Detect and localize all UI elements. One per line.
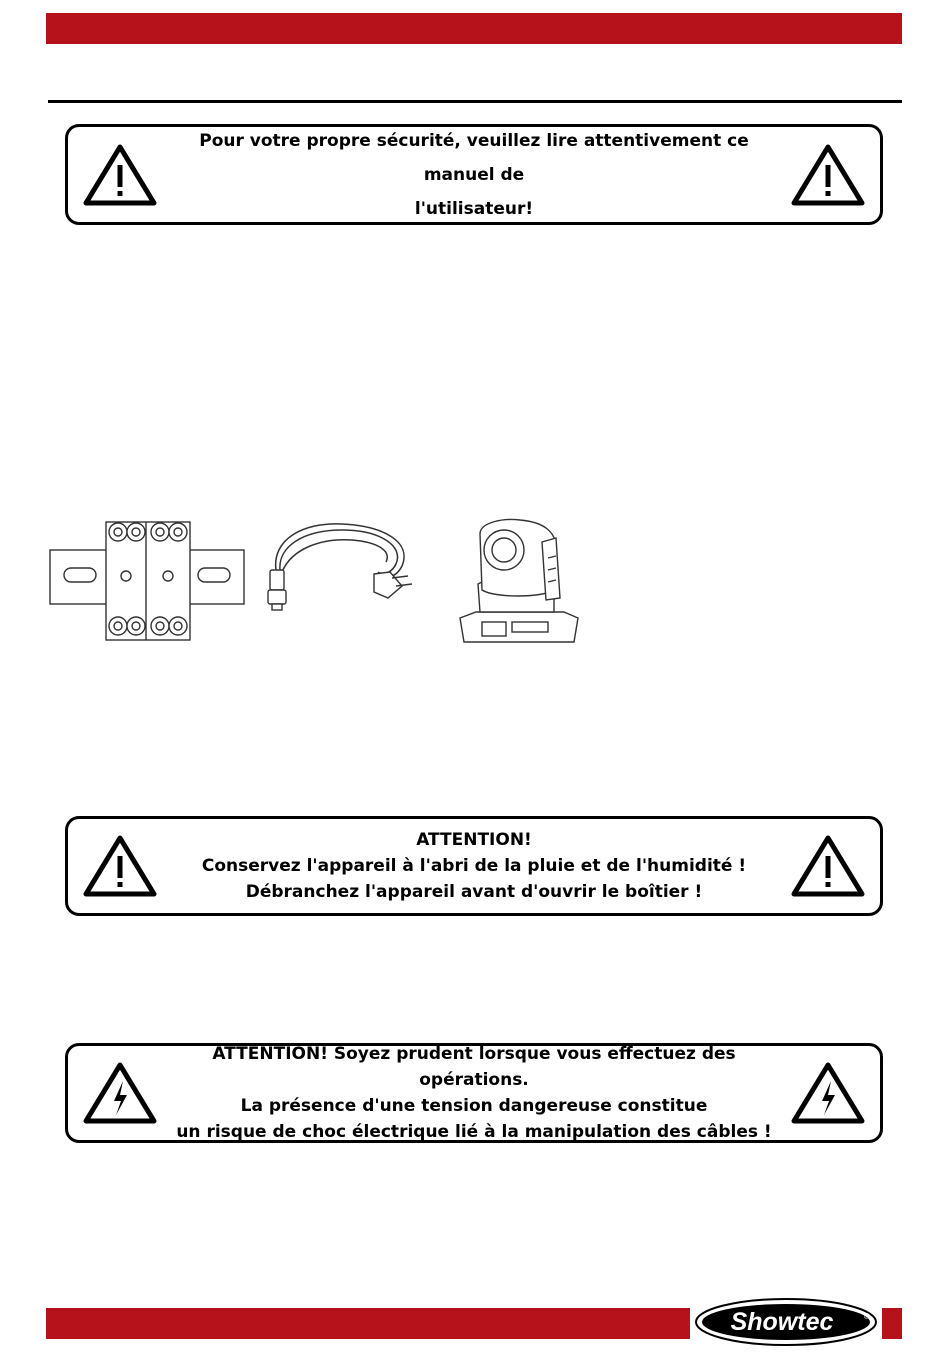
high-voltage-icon xyxy=(82,1061,158,1125)
warning-triangle-icon xyxy=(790,834,866,898)
footer-bar xyxy=(46,1308,690,1339)
safety-warning-text xyxy=(168,127,780,222)
mounting-bracket-illustration xyxy=(48,516,246,644)
high-voltage-icon xyxy=(790,1061,866,1125)
warning-line: Pour votre propre sécurité, veuillez lire attentivement ce manuel de xyxy=(199,130,749,185)
warning-line: un risque de choc électrique lié à la manipulation des câbles ! xyxy=(176,1122,772,1142)
power-cable-illustration xyxy=(262,516,418,612)
showtec-logo xyxy=(694,1297,878,1347)
warning-triangle-icon xyxy=(82,143,158,207)
warning-triangle-icon xyxy=(790,143,866,207)
warning-line: La présence d'une tension dangereuse constitue xyxy=(240,1096,708,1116)
safety-warning-box xyxy=(65,124,883,225)
warning-line: ATTENTION! Soyez prudent lorsque vous effectuez des opérations. xyxy=(212,1044,736,1090)
header-rule xyxy=(48,100,902,103)
warning-line: ATTENTION! xyxy=(416,830,532,850)
electric-warning-box xyxy=(65,1043,883,1143)
electric-warning-text xyxy=(168,1046,780,1140)
moisture-warning-text xyxy=(168,819,780,913)
warning-line: Conservez l'appareil à l'abri de la pluie et de l'humidité ! xyxy=(201,856,747,876)
warning-line: l'utilisateur! xyxy=(414,198,534,219)
moisture-warning-box xyxy=(65,816,883,916)
moving-head-illustration xyxy=(456,514,582,648)
footer-bar-end xyxy=(882,1308,902,1339)
header-bar xyxy=(46,13,902,44)
warning-line: Débranchez l'appareil avant d'ouvrir le boîtier ! xyxy=(245,882,703,902)
warning-triangle-icon xyxy=(82,834,158,898)
logo-text: Showtec xyxy=(730,1308,834,1336)
logo-registered-mark: ® xyxy=(864,1312,870,1321)
